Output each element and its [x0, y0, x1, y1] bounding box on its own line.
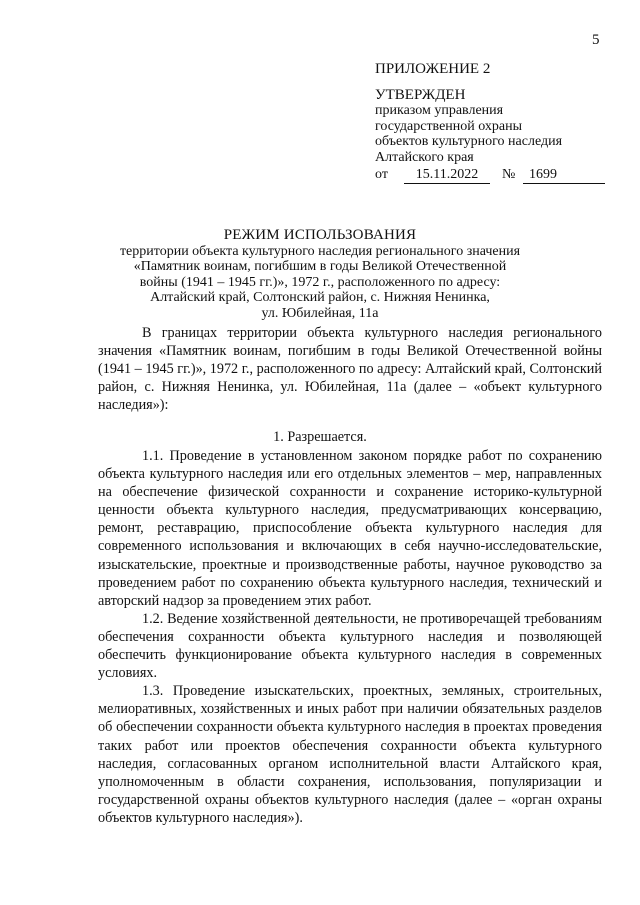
approval-line: Алтайского края — [375, 149, 474, 165]
order-date-number — [375, 167, 562, 187]
title-line: Алтайский край, Солтонский район, с. Нижняя Ненинка, — [150, 290, 490, 305]
order-date: 15.11.2022 — [404, 167, 490, 184]
number-label: № — [502, 167, 516, 182]
list-item: 1.3. Проведение изыскательских, проектных, земляных, строительных, мелиоративных, хозяйственных и иных работ при наличии обязательных разделов об обеспечении сохранности объекта культурного наследия в проектах проведения таких работ или проектов обеспечения сохранности объекта культурного наследия, согласованных органом исполнительной власти Алтайского края, уполномоченным в области сохранения, использования, популяризации и государственной охраны объектов культурного наследия (далее – «орган охраны объектов культурного наследия»). — [98, 683, 602, 826]
document-title-block — [90, 228, 550, 321]
approved-label: УТВЕРЖДЕН — [375, 86, 466, 103]
appendix-label: ПРИЛОЖЕНИЕ 2 — [375, 61, 491, 77]
intro-paragraph: В границах территории объекта культурного наследия регионального значения «Памятник воинам, погибшим в годы Великой Отечественной войны (1941 – 1945 гг.)», 1972 г., расположенного по адресу: Алтайский край, Солтонский район, с. Нижняя Ненинка, ул. Юбилейная, 11а (далее – «объект культурного наследия»): — [98, 325, 602, 414]
title-line: ул. Юбилейная, 11а — [261, 305, 379, 321]
order-number: 1699 — [523, 167, 605, 184]
title-line: территории объекта культурного наследия регионального значения — [119, 243, 521, 259]
page-number: 5 — [592, 32, 600, 48]
document-title: РЕЖИМ ИСПОЛЬЗОВАНИЯ — [223, 227, 417, 243]
list-item: 1.1. Проведение в установленном законом порядке работ по сохранению объекта культурного наследия или его отдельных элементов – мер, направленных на обеспечение физической сохранности и сохранение историко-культурной ценности объекта культурного наследия, предусматривающих консервацию, ремонт, реставрацию, приспособление объекта культурного наследия для современного использования и включающих в себя научно-исследовательские, изыскательские, проектные и производственные работы, научное руководство за проведением работ по сохранению объекта культурного наследия, технический и авторский надзор за проведением этих работ. — [98, 448, 602, 609]
approval-line: государственной охраны — [375, 118, 523, 134]
list-item: 1.2. Ведение хозяйственной деятельности, не противоречащей требованиям обеспечения сохранности объекта культурного наследия и позволяющей обеспечить функционирование объекта культурного наследия в современных условиях. — [98, 610, 602, 682]
approval-line: объектов культурного наследия — [375, 134, 563, 149]
section-items — [98, 447, 602, 827]
intro-section — [98, 324, 602, 414]
title-line: «Памятник воинам, погибшим в годы Великой Отечественной — [133, 259, 507, 274]
from-label: от — [375, 167, 388, 182]
approval-line: приказом управления — [375, 103, 504, 118]
title-line: войны (1941 – 1945 гг.)», 1972 г., расположенного по адресу: — [139, 274, 501, 290]
section-heading: 1. Разрешается. — [273, 429, 367, 445]
approval-stamp — [375, 62, 562, 187]
